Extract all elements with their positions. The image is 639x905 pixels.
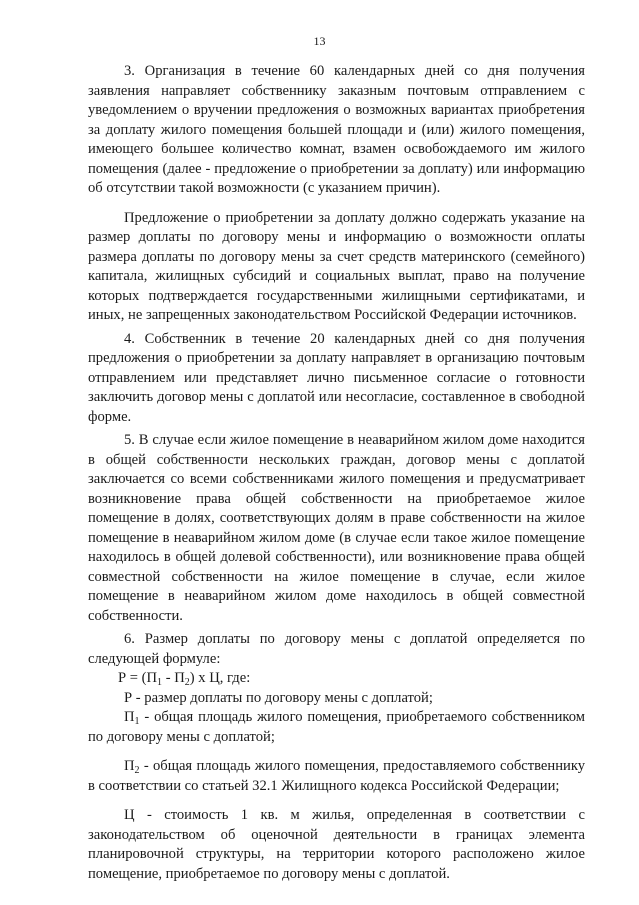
definition-p2-text: - общая площадь жилого помещения, предоставляемого собственнику в соответствии со статьей 32.1 Жилищного кодекса Российской Федерации; xyxy=(88,758,585,794)
paragraph-6: 6. Размер доплаты по договору мены с доплатой определяется по следующей формуле: xyxy=(88,631,585,667)
paragraph-5: 5. В случае если жилое помещение в неаварийном жилом доме находится в общей собственности нескольких граждан, договор мены с доплатой заключается со всеми собственниками жилого помещения и предусматривает возникновение права общей собственности на приобретаемое жилое помещение в долях, соответствующих долям в праве собственности на жилое помещение в неаварийном жилом доме (в случае если такое жилое помещение находилось в общей долевой собственности), или возникновение права общей совместной собственности на жилое помещение в случае, если жилое помещение в неаварийном жилом доме находилось в общей совместной собственности. xyxy=(88,432,585,624)
definition-p2-subscript: 2 xyxy=(134,765,140,776)
page-number: 13 xyxy=(313,34,326,48)
formula-rhs: ) х Ц, где: xyxy=(189,670,251,686)
paragraph-4: 4. Собственник в течение 20 календарных дней со дня получения предложения о приобретении за доплату направляет в организацию почтовым отправлением или представляет лично письменное согласие о готовности заключить договор мены с доплатой или несогласие, составленное в свободной форме. xyxy=(88,330,585,425)
definition-p2-symbol: П xyxy=(124,758,135,774)
formula-mid: - П xyxy=(162,670,185,686)
formula xyxy=(88,669,585,689)
definition-p1-symbol: П xyxy=(124,709,135,725)
definition-p1-text: - общая площадь жилого помещения, приобретаемого собственником по договору мены с доплатой; xyxy=(88,709,585,745)
formula-sub-1: 1 xyxy=(157,677,163,688)
paragraph-3: 3. Организация в течение 60 календарных дней со дня получения заявления направляет собственнику заказным почтовым отправлением с уведомлением о вручении предложения о возможных вариантах приобретения за доплату жилого помещения большей площади и (или) жилого помещения, имеющего большее количество комнат, взамен освобождаемого им жилого помещения (далее - предложение о приобретении за доплату) или информацию об отсутствии такой возможности (с указанием причин). xyxy=(88,63,585,196)
definition-c: Ц - стоимость 1 кв. м жилья, определенная в соответствии с законодательством об оценочной деятельности в границах элемента планировочной структуры, на территории которого расположено жилое помещение, приобретаемое по договору мены с доплатой. xyxy=(88,807,585,882)
document-body xyxy=(88,62,585,884)
definition-p2 xyxy=(88,757,585,796)
formula-sub-2: 2 xyxy=(184,677,190,688)
definition-p: Р - размер доплаты по договору мены с доплатой; xyxy=(124,689,433,706)
definition-p1-subscript: 1 xyxy=(134,716,140,727)
definition-p1 xyxy=(88,708,585,747)
formula-lhs: Р = (П xyxy=(118,670,158,686)
paragraph-3-offer-content: Предложение о приобретении за доплату должно содержать указание на размер доплаты по договору мены и информацию о возможности оплаты размера доплаты по договору мены за счет средств материнского (семейного) капитала, жилищных субсидий и социальных выплат, право на получение которых подтверждается государственными жилищными сертификатами, и иных, не запрещенных законодательством Российской Федерации источников. xyxy=(88,209,585,323)
